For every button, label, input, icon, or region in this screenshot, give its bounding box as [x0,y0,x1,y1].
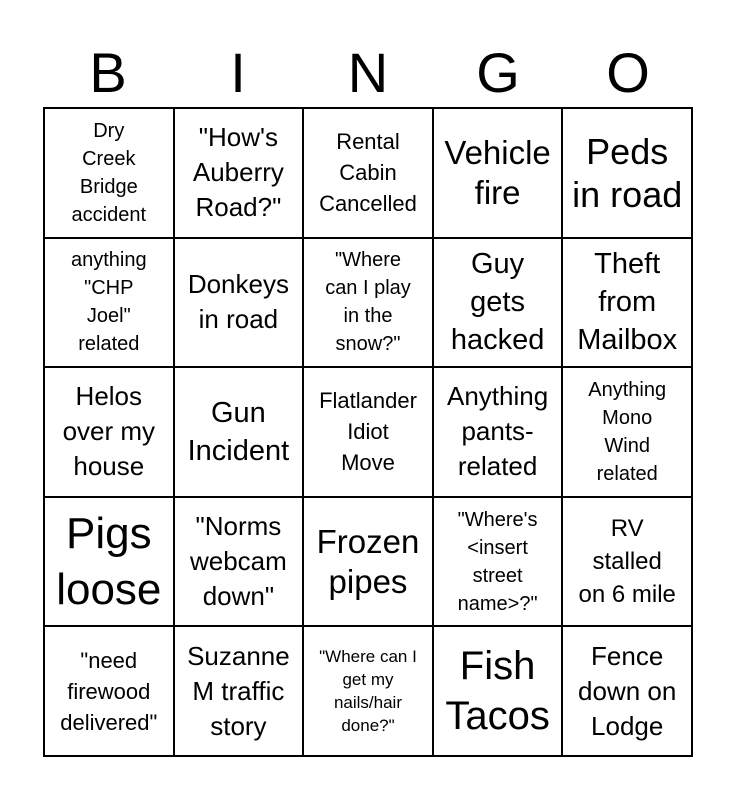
bingo-cell[interactable] [303,626,433,756]
bingo-cell[interactable] [303,108,433,238]
bingo-cell[interactable] [44,108,174,238]
bingo-cell[interactable] [433,367,563,497]
bingo-cell[interactable] [44,626,174,756]
bingo-cell[interactable] [303,238,433,368]
bingo-cell[interactable] [174,108,304,238]
cell-text: Flatlander Idiot Move [319,388,417,476]
bingo-card-grid [43,107,693,757]
cell-text: "Norms webcam down" [189,511,287,612]
cell-text: Anything Mono Wind related [588,378,667,485]
cell-text: "Where can I get my nails/hair done?" [319,647,417,736]
cell-text: Theft from Mailbox [577,248,678,357]
cell-text: "need firewood delivered" [60,647,158,735]
cell-text: Donkeys in road [187,269,289,335]
bingo-cell[interactable] [562,367,692,497]
bingo-cell[interactable] [433,238,563,368]
bingo-cell[interactable] [562,626,692,756]
bingo-cell[interactable] [303,497,433,627]
bingo-cell[interactable] [433,108,563,238]
bingo-cell[interactable] [174,238,304,368]
cell-text: Anything pants- related [447,381,549,482]
bingo-cell[interactable] [562,238,692,368]
bingo-header [43,38,693,108]
cell-text: Frozen pipes [316,522,420,600]
bingo-cell[interactable] [174,367,304,497]
cell-text: Pigs loose [56,508,162,614]
header-letter-b: B [89,41,127,104]
cell-text: "Where's <insert street name>?" [457,508,538,615]
cell-text: Gun Incident [187,396,290,467]
cell-text: "How's Auberry Road?" [192,122,284,223]
bingo-cell[interactable] [44,238,174,368]
bingo-cell[interactable] [174,626,304,756]
cell-text: Vehicle fire [444,133,551,211]
cell-text: Fence down on Lodge [578,640,677,741]
header-letter-i: I [230,41,246,104]
bingo-cell[interactable] [44,497,174,627]
cell-text: Helos over my house [62,381,156,482]
bingo-cell[interactable] [433,626,563,756]
cell-text: Peds in road [572,130,683,215]
header-letter-o: O [606,41,650,104]
header-letter-n: N [347,41,389,104]
cell-text: "Where can I play in the snow?" [325,249,411,356]
cell-text: Guy gets hacked [450,248,545,357]
cell-text: Fish Tacos [445,644,550,739]
bingo-cell[interactable] [174,497,304,627]
header-letter-g: G [476,41,520,104]
bingo-cell[interactable] [44,367,174,497]
bingo-cell[interactable] [562,108,692,238]
cell-text: Rental Cabin Cancelled [319,129,417,217]
cell-text: RV stalled on 6 mile [578,515,676,609]
bingo-cell[interactable] [562,497,692,627]
cell-text: Suzanne M traffic story [187,640,290,741]
cell-text: anything "CHP Joel" related [70,249,147,356]
cell-text: Dry Creek Bridge accident [71,119,147,226]
bingo-cell[interactable] [433,497,563,627]
bingo-cell[interactable] [303,367,433,497]
